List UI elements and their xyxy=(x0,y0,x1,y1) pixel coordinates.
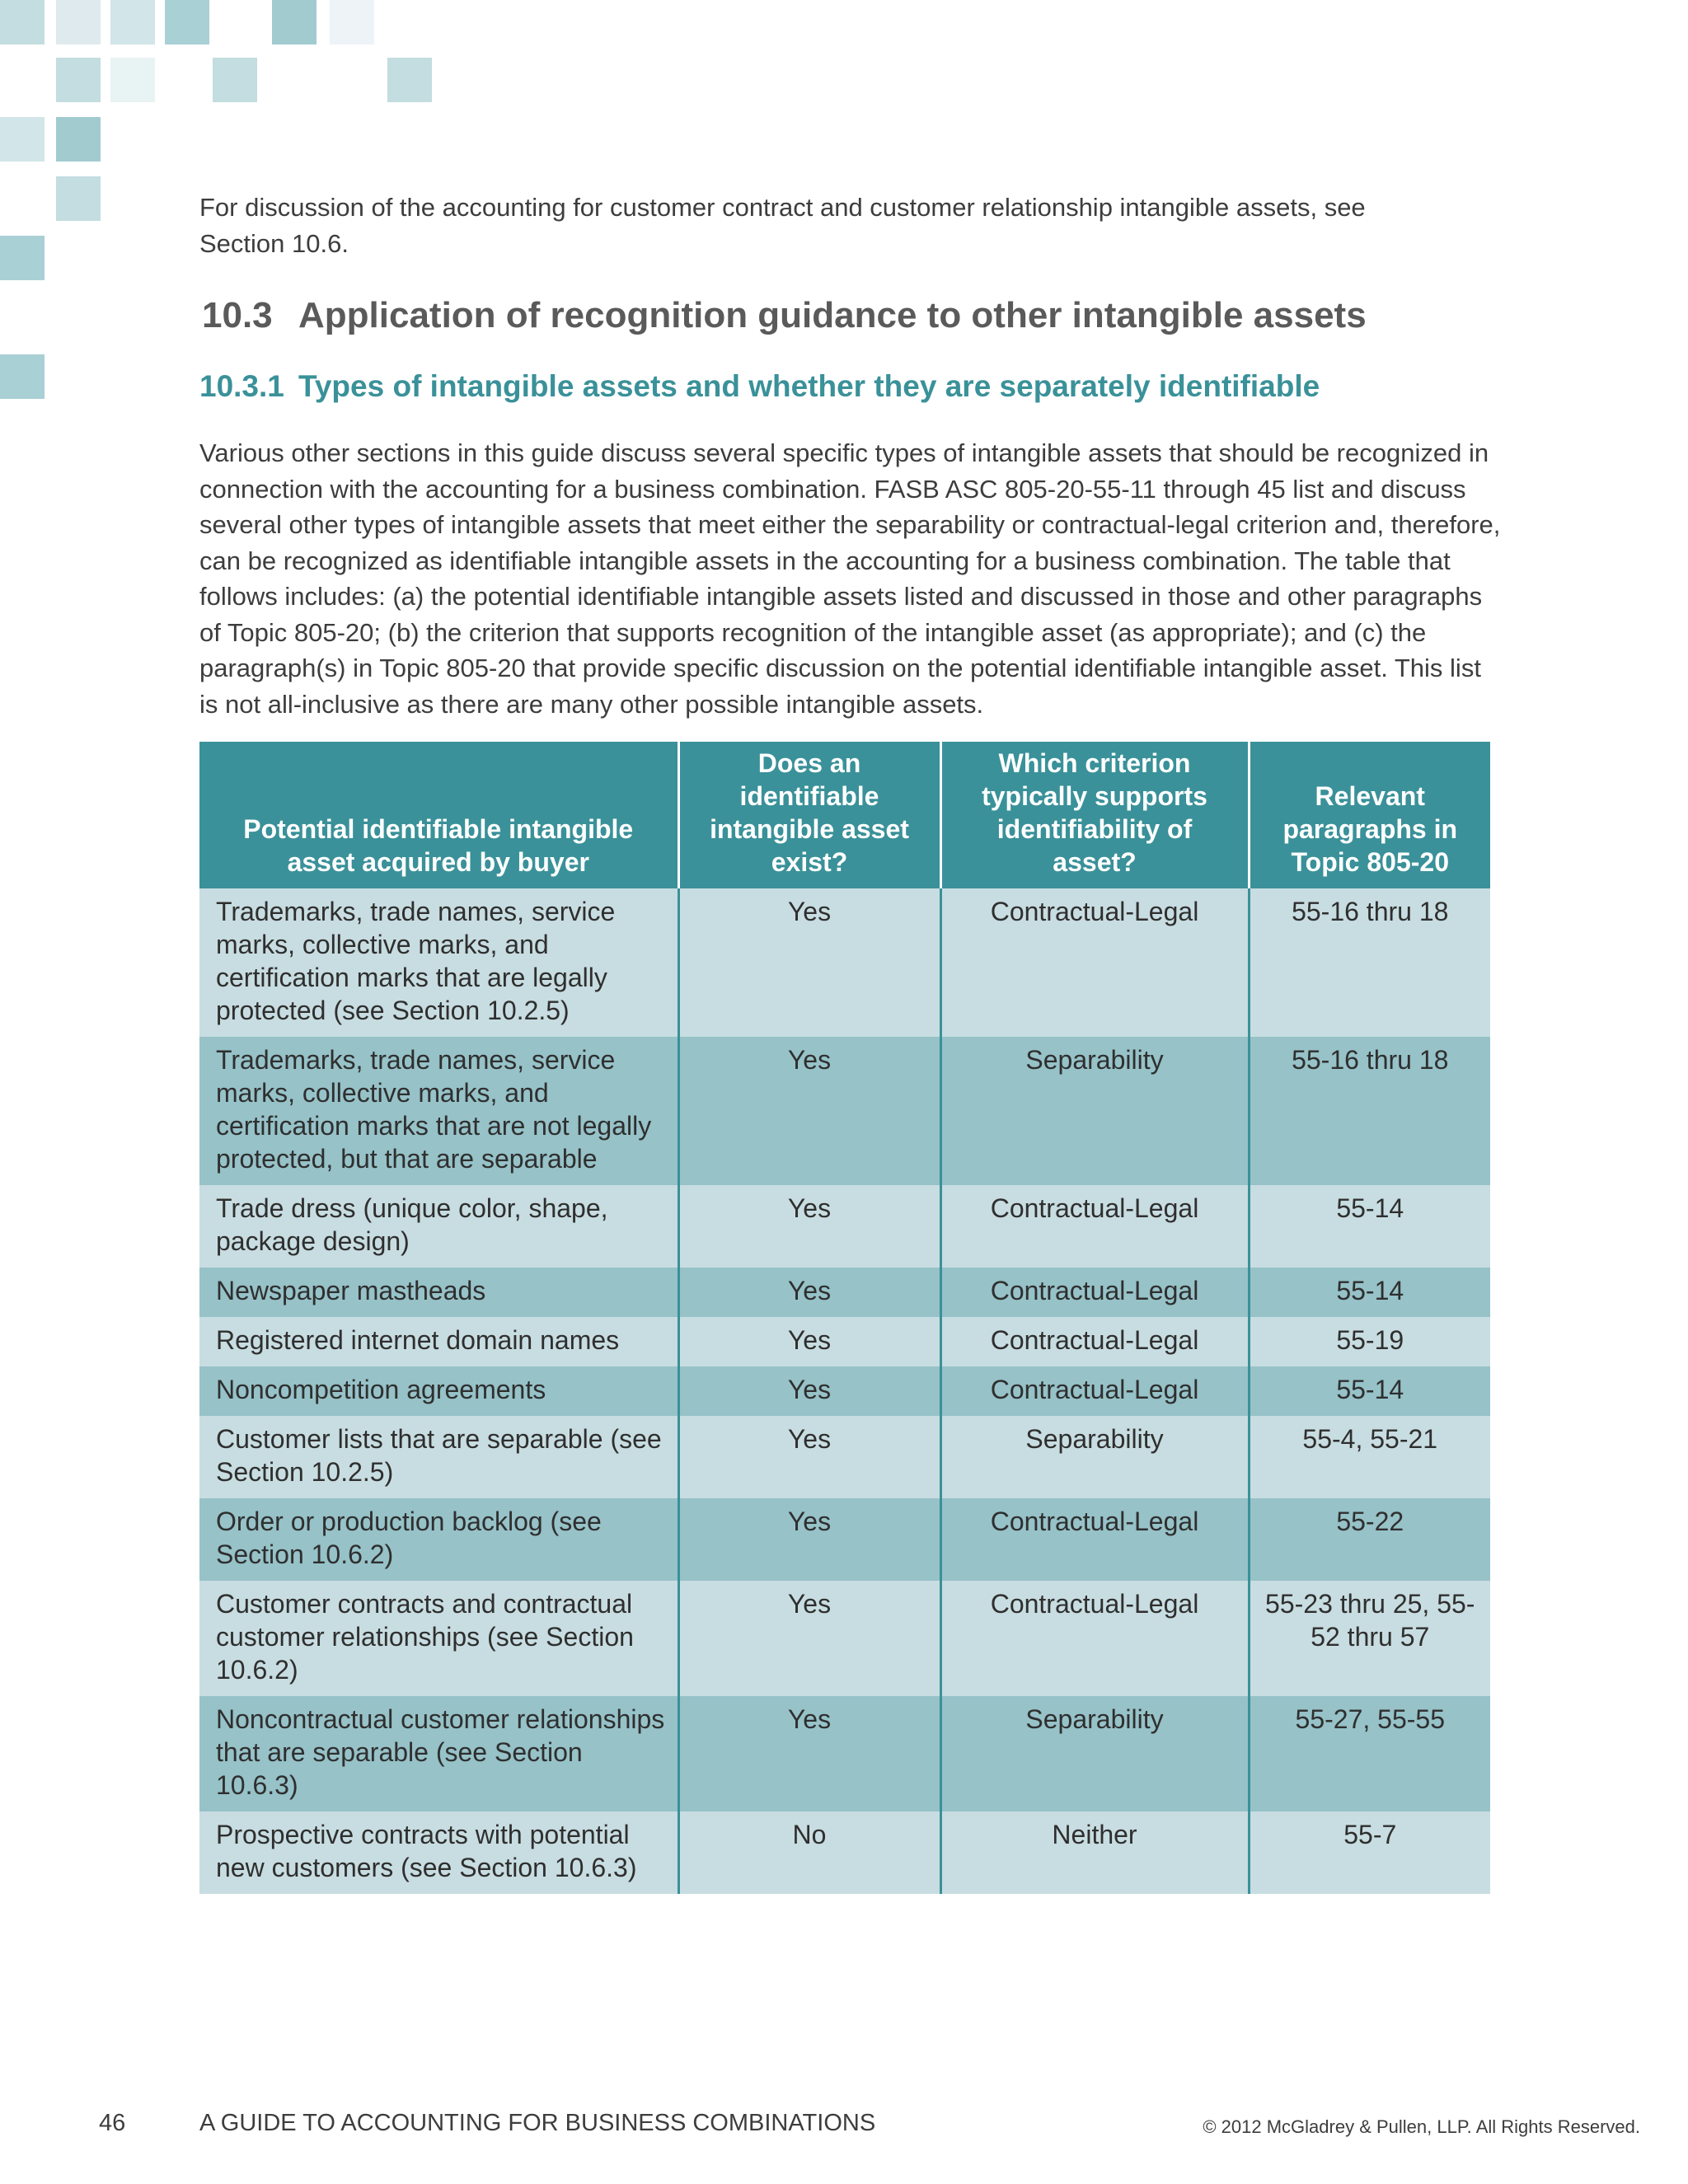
cell-asset: Noncontractual customer relationships that are separable (see Section 10.6.3) xyxy=(199,1696,678,1811)
mosaic-square xyxy=(0,354,45,399)
table-row xyxy=(199,1185,1490,1268)
mosaic-square xyxy=(0,0,45,45)
cell-paragraphs: 55-22 xyxy=(1249,1498,1490,1581)
mosaic-square xyxy=(56,58,101,102)
cell-paragraphs: 55-4, 55-21 xyxy=(1249,1416,1490,1498)
mosaic-square xyxy=(56,117,101,162)
cell-asset: Order or production backlog (see Section 10.6.2) xyxy=(199,1498,678,1581)
table-row xyxy=(199,1581,1490,1696)
cell-paragraphs: 55-16 thru 18 xyxy=(1249,1037,1490,1185)
mosaic-square xyxy=(213,58,257,102)
cell-criterion: Contractual-Legal xyxy=(940,1317,1249,1366)
mosaic-square xyxy=(110,0,155,45)
mosaic-square xyxy=(330,0,374,45)
cell-exists: Yes xyxy=(678,1696,940,1811)
cell-exists: Yes xyxy=(678,1185,940,1268)
cell-paragraphs: 55-14 xyxy=(1249,1185,1490,1268)
cell-criterion: Contractual-Legal xyxy=(940,1185,1249,1268)
section-heading xyxy=(202,295,1367,336)
intangible-assets-table xyxy=(199,742,1490,1894)
cell-asset: Newspaper mastheads xyxy=(199,1268,678,1317)
cell-criterion: Neither xyxy=(940,1811,1249,1894)
table-row xyxy=(199,1811,1490,1894)
table-row xyxy=(199,1416,1490,1498)
copyright-notice: © 2012 McGladrey & Pullen, LLP. All Rights Reserved. xyxy=(1203,2116,1640,2137)
header-exists: Does an identifiable intangible asset exist? xyxy=(678,742,940,888)
table-row xyxy=(199,1037,1490,1185)
mosaic-square xyxy=(56,176,101,221)
cell-paragraphs: 55-14 xyxy=(1249,1366,1490,1416)
cell-criterion: Separability xyxy=(940,1037,1249,1185)
section-title: Application of recognition guidance to other intangible assets xyxy=(298,295,1367,335)
cell-asset: Trade dress (unique color, shape, package design) xyxy=(199,1185,678,1268)
cell-criterion: Separability xyxy=(940,1416,1249,1498)
mosaic-square xyxy=(110,58,155,102)
cell-exists: No xyxy=(678,1811,940,1894)
cell-asset: Customer contracts and contractual customer relationships (see Section 10.6.2) xyxy=(199,1581,678,1696)
cell-exists: Yes xyxy=(678,1498,940,1581)
cell-asset: Trademarks, trade names, service marks, collective marks, and certification marks that are legally protected (see Section 10.2.5) xyxy=(199,888,678,1037)
header-paragraphs: Relevant paragraphs in Topic 805-20 xyxy=(1249,742,1490,888)
cell-asset: Registered internet domain names xyxy=(199,1317,678,1366)
mosaic-square xyxy=(0,117,45,162)
table-row xyxy=(199,1317,1490,1366)
cell-paragraphs: 55-23 thru 25, 55-52 thru 57 xyxy=(1249,1581,1490,1696)
table-header-row xyxy=(199,742,1490,888)
cell-criterion: Contractual-Legal xyxy=(940,1268,1249,1317)
cell-exists: Yes xyxy=(678,1581,940,1696)
subsection-number: 10.3.1 xyxy=(199,369,284,403)
table-row xyxy=(199,1366,1490,1416)
cell-asset: Noncompetition agreements xyxy=(199,1366,678,1416)
table-row xyxy=(199,1498,1490,1581)
cell-criterion: Contractual-Legal xyxy=(940,888,1249,1037)
cell-criterion: Contractual-Legal xyxy=(940,1366,1249,1416)
mosaic-square xyxy=(272,0,316,45)
subsection-heading xyxy=(199,369,1320,404)
header-criterion: Which criterion typically supports identifiability of asset? xyxy=(940,742,1249,888)
mosaic-square xyxy=(165,0,209,45)
cell-paragraphs: 55-14 xyxy=(1249,1268,1490,1317)
cell-criterion: Contractual-Legal xyxy=(940,1581,1249,1696)
cell-asset: Prospective contracts with potential new customers (see Section 10.6.3) xyxy=(199,1811,678,1894)
table-row xyxy=(199,888,1490,1037)
page-number: 46 xyxy=(99,2110,126,2136)
section-number: 10.3 xyxy=(202,295,273,335)
cell-criterion: Contractual-Legal xyxy=(940,1498,1249,1581)
cell-exists: Yes xyxy=(678,1037,940,1185)
mosaic-square xyxy=(387,58,432,102)
intro-paragraph: For discussion of the accounting for customer contract and customer relationship intangible assets, see Section 10.6. xyxy=(199,193,1366,258)
cell-criterion: Separability xyxy=(940,1696,1249,1811)
cell-paragraphs: 55-16 thru 18 xyxy=(1249,888,1490,1037)
cell-asset: Customer lists that are separable (see Section 10.2.5) xyxy=(199,1416,678,1498)
cell-paragraphs: 55-27, 55-55 xyxy=(1249,1696,1490,1811)
cell-exists: Yes xyxy=(678,1416,940,1498)
header-asset: Potential identifiable intangible asset acquired by buyer xyxy=(199,742,678,888)
table-row xyxy=(199,1268,1490,1317)
cell-exists: Yes xyxy=(678,1268,940,1317)
cell-paragraphs: 55-19 xyxy=(1249,1317,1490,1366)
subsection-title: Types of intangible assets and whether they are separately identifiable xyxy=(298,369,1320,403)
cell-exists: Yes xyxy=(678,1366,940,1416)
mosaic-square xyxy=(0,236,45,280)
mosaic-square xyxy=(56,0,101,45)
cell-exists: Yes xyxy=(678,1317,940,1366)
cell-asset: Trademarks, trade names, service marks, collective marks, and certification marks that are not legally protected, but that are separable xyxy=(199,1037,678,1185)
cell-paragraphs: 55-7 xyxy=(1249,1811,1490,1894)
guide-title: A GUIDE TO ACCOUNTING FOR BUSINESS COMBINATIONS xyxy=(199,2110,876,2136)
cell-exists: Yes xyxy=(678,888,940,1037)
body-paragraph: Various other sections in this guide discuss several specific types of intangible assets that should be recognized in connection with the accounting for a business combination. FASB ASC 805-20-55-11 through 45 list and discuss several other types of intangible assets that meet either the separability or contractual-legal criterion and, therefore, can be recognized as identifiable intangible assets in the accounting for a business combination. The table that follows includes: (a) the potential identifiable intangible assets listed and discussed in those and other paragraphs of Topic 805-20; (b) the criterion that supports recognition of the intangible asset (as appropriate); and (c) the paragraph(s) in Topic 805-20 that provide specific discussion on the potential identifiable intangible asset. This list is not all-inclusive as there are many other possible intangible assets. xyxy=(199,438,1501,719)
table-row xyxy=(199,1696,1490,1811)
